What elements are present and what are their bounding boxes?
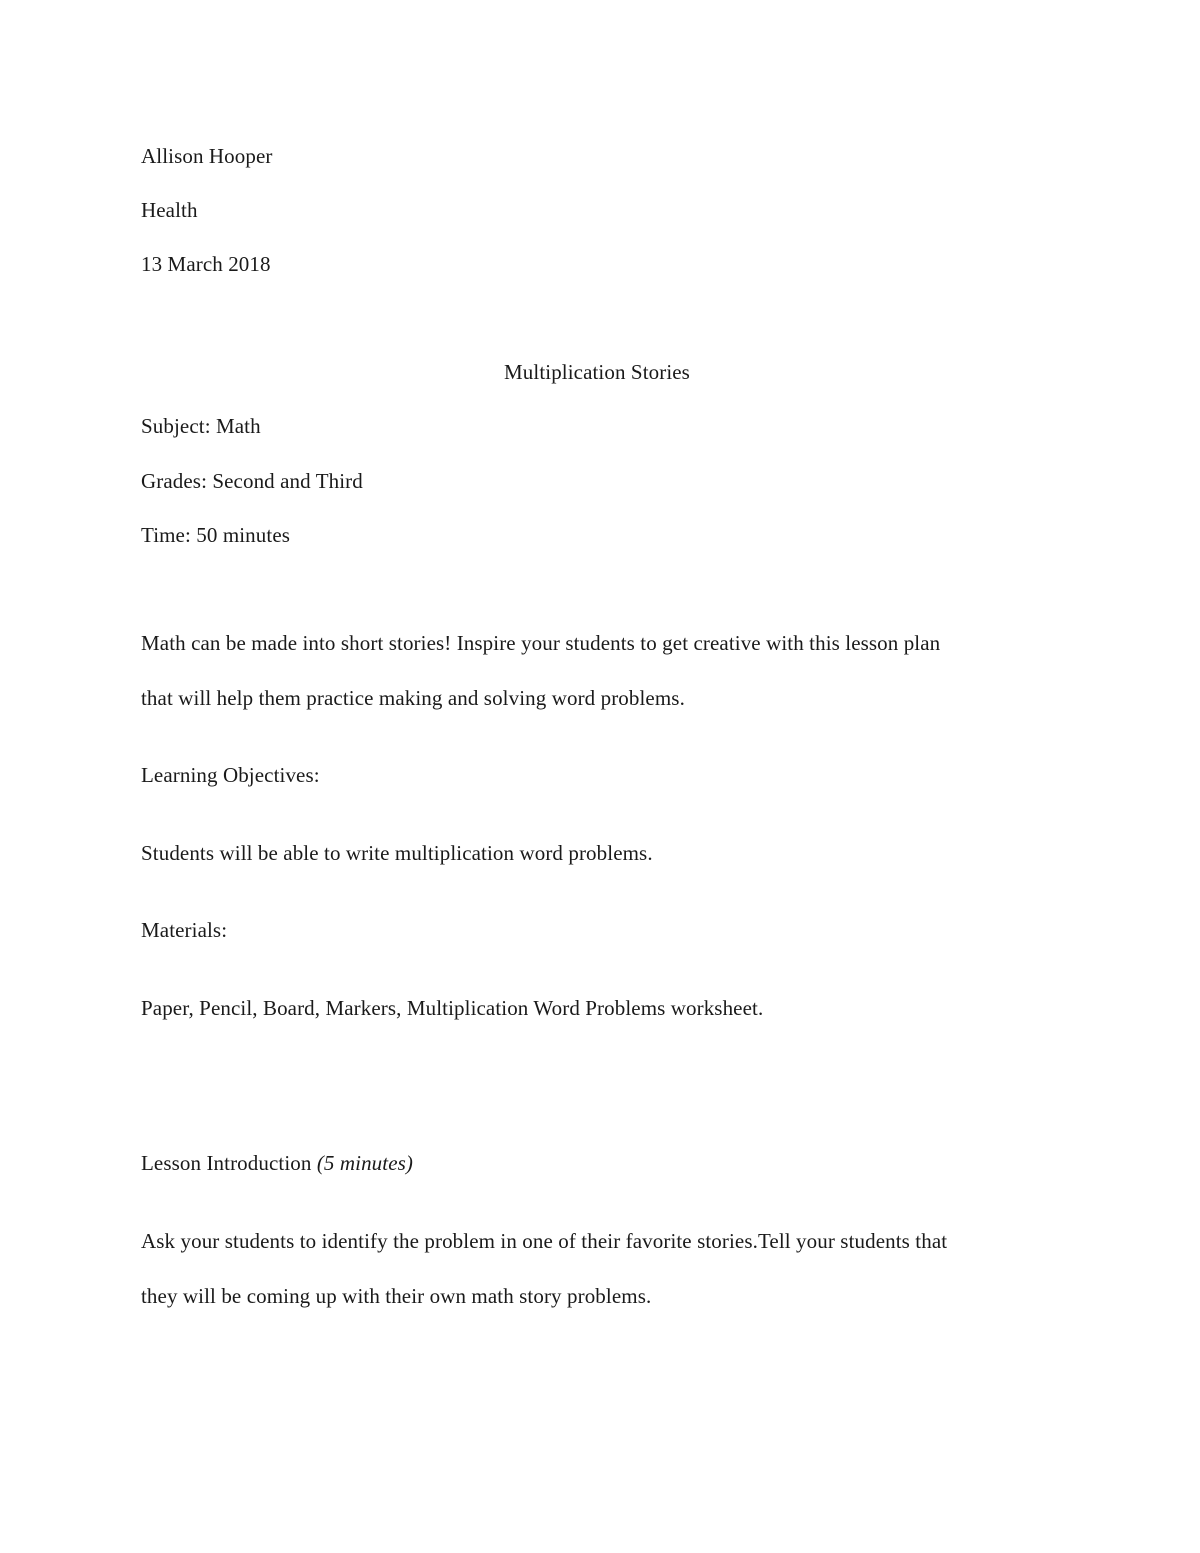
lesson-intro-heading-line xyxy=(141,1153,413,1174)
document-title: Multiplication Stories xyxy=(504,360,690,384)
objectives-heading: Learning Objectives: xyxy=(141,763,320,787)
course-name: Health xyxy=(141,198,198,222)
lesson-intro-duration: (5 minutes) xyxy=(316,1151,413,1175)
objectives-text: Students will be able to write multiplication word problems. xyxy=(141,841,653,865)
author-name: Allison Hooper xyxy=(141,144,273,168)
intro-paragraph-line-2: that will help them practice making and solving word problems. xyxy=(141,686,685,710)
lesson-intro-paragraph-line-1: Ask your students to identify the problem in one of their favorite stories.Tell your students that xyxy=(141,1229,948,1253)
time-line: Time: 50 minutes xyxy=(141,523,291,547)
materials-text: Paper, Pencil, Board, Markers, Multiplication Word Problems worksheet. xyxy=(141,996,764,1020)
subject-line: Subject: Math xyxy=(141,414,261,438)
document-date: 13 March 2018 xyxy=(141,252,271,276)
materials-heading: Materials: xyxy=(141,918,228,942)
lesson-intro-paragraph-line-2: they will be coming up with their own math story problems. xyxy=(141,1284,652,1308)
grades-line: Grades: Second and Third xyxy=(141,469,363,493)
intro-paragraph-line-1: Math can be made into short stories! Inspire your students to get creative with this lesson plan xyxy=(141,631,941,655)
lesson-intro-heading: Lesson Introduction xyxy=(141,1151,312,1175)
